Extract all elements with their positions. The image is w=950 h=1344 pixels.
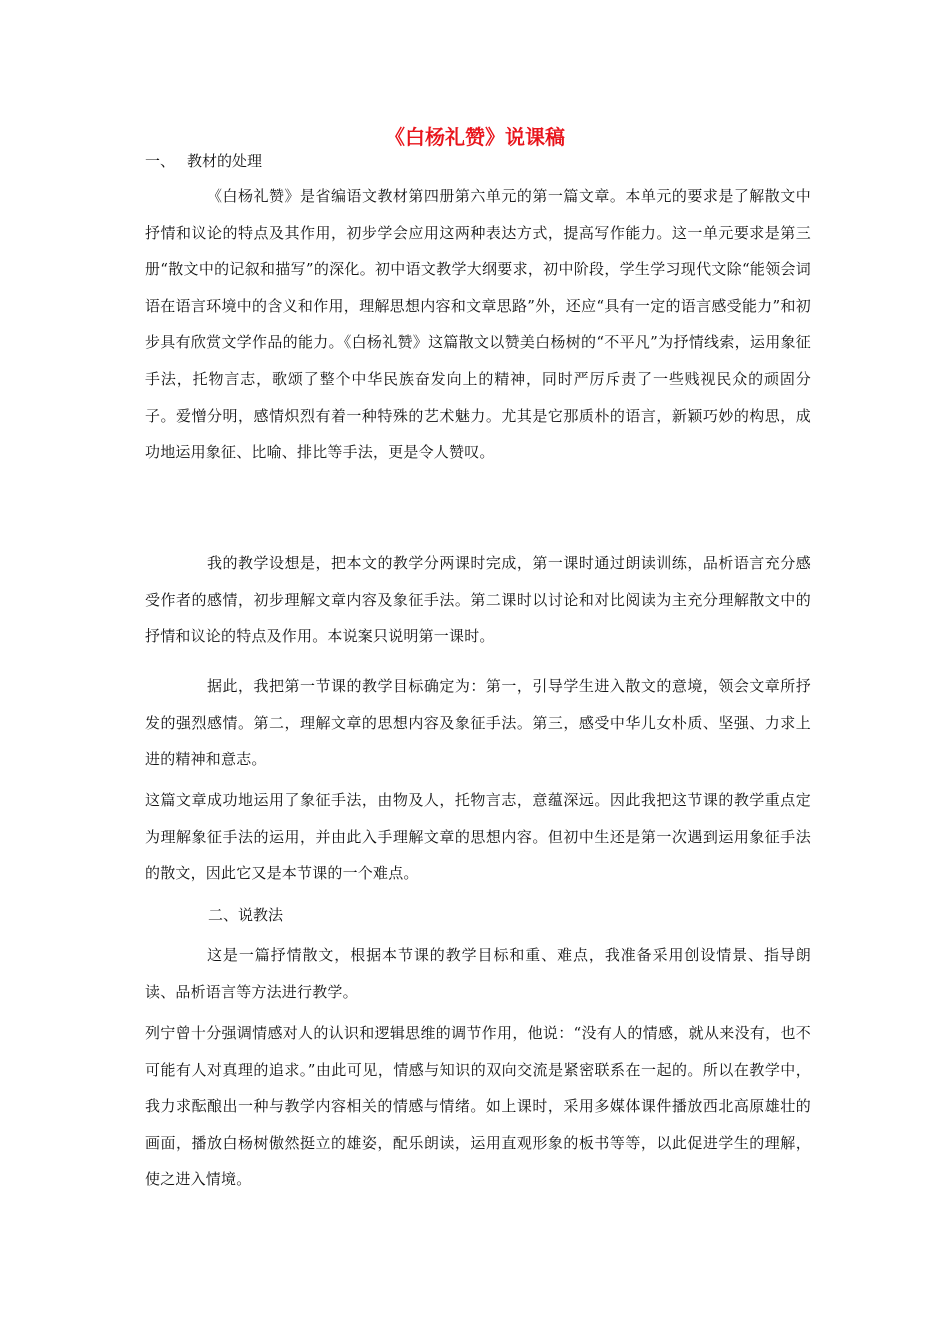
section-heading-2: 二、说教法 xyxy=(208,906,284,924)
paragraph-6: 列宁曾十分强调情感对人的认识和逻辑思维的调节作用，他说：“没有人的情感，就从来没有，也不可能有人对真理的追求。”由此可见，情感与知识的双向交流是紧密联系在一起的。所以在教学中，我力求酝酿出一种与教学内容相关的情感与情绪。如上课时，采用多媒体课件播放西北高原雄壮的画面，播放白杨树傲然挺立的雄姿，配乐朗读，运用直观形象的板书等等，以此促进学生的理解，使之进入情境。 xyxy=(145,1024,811,1189)
section-heading-text: 教材的处理 xyxy=(187,152,263,170)
section-heading-1 xyxy=(145,150,262,172)
paragraph-2: 我的教学设想是，把本文的教学分两课时完成，第一课时通过朗读训练，品析语言充分感受作者的感情，初步理解文章内容及象征手法。第二课时以讨论和对比阅读为主充分理解散文中的抒情和议论的特点及作用。本说案只说明第一课时。 xyxy=(145,554,811,646)
document-title: 《白杨礼赞》说课稿 xyxy=(385,125,565,149)
paragraph-4: 这篇文章成功地运用了象征手法，由物及人，托物言志，意蕴深远。因此我把这节课的教学重点定为理解象征手法的运用，并由此入手理解文章的思想内容。但初中生还是第一次遇到运用象征手法的散文，因此它又是本节课的一个难点。 xyxy=(145,791,811,883)
paragraph-1: 《白杨礼赞》是省编语文教材第四册第六单元的第一篇文章。本单元的要求是了解散文中抒情和议论的特点及其作用，初步学会应用这两种表达方式，提高写作能力。这一单元要求是第三册“散文中的记叙和描写”的深化。初中语文教学大纲要求，初中阶段，学生学习现代文除“能领会词语在语言环境中的含义和作用，理解思想内容和文章思路”外，还应“具有一定的语言感受能力”和初步具有欣赏文学作品的能力。《白杨礼赞》这篇散文以赞美白杨树的“不平凡”为抒情线索，运用象征手法，托物言志，歌颂了整个中华民族奋发向上的精神，同时严厉斥责了一些贱视民众的顽固分子。爱憎分明，感情炽烈有着一种特殊的艺术魅力。尤其是它那质朴的语言，新颖巧妙的构思，成功地运用象征、比喻、排比等手法，更是令人赞叹。 xyxy=(145,187,811,462)
paragraph-3: 据此，我把第一节课的教学目标确定为：第一，引导学生进入散文的意境，领会文章所抒发的强烈感情。第二，理解文章的思想内容及象征手法。第三，感受中华儿女朴质、坚强、力求上进的精神和意志。 xyxy=(145,677,811,769)
section-number: 一、 xyxy=(145,152,176,170)
paragraph-5: 这是一篇抒情散文，根据本节课的教学目标和重、难点，我准备采用创设情景、指导朗读、品析语言等方法进行教学。 xyxy=(145,946,811,1001)
